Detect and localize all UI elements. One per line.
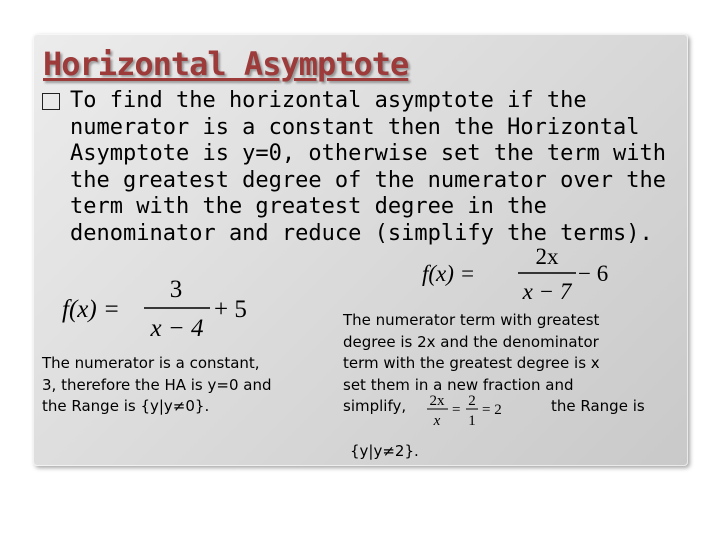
ex1-line-2: 3, therefore the HA is y=0 and (42, 375, 272, 394)
inline-simplified-fraction (424, 391, 524, 431)
inline-den-2: 1 (468, 413, 476, 429)
ex1-line-3: the Range is {y|y≠0}. (42, 397, 210, 415)
empty-box-bullet-icon (42, 93, 60, 110)
ex2-line-6: {y|y≠2}. (350, 442, 419, 460)
bullet-text: To find the horizontal asymptote if the numerator is a constant then the Horizontal Asymptote is y=0, otherwise set the term with the greatest degree of the numerator over the term with the greatest degree in the denominator and reduce (simplify the terms). (70, 88, 667, 246)
inline-num-1: 2x (429, 393, 445, 409)
eq2-denominator: x − 7 (522, 279, 572, 304)
ex2-line-1: The numerator term with greatest (343, 311, 600, 329)
eq1-rest: + 5 (214, 296, 247, 323)
inline-num-2: 2 (468, 393, 476, 409)
eq2-numerator: 2x (535, 244, 559, 269)
ex2-line-3: term with the greatest degree is x (343, 354, 600, 372)
ex2-line-4: set them in a new fraction and (343, 375, 574, 394)
inline-eq-2: = 2 (482, 402, 502, 418)
ex2-range-label: the Range is (551, 397, 645, 415)
ex2-simplify-label: simplify, (343, 397, 407, 415)
example-1-explanation (42, 353, 332, 418)
inline-den-1: x (433, 413, 441, 429)
inline-eq-1: = (452, 402, 461, 418)
slide-title: Horizontal Asymptote (43, 45, 409, 83)
equation-2 (420, 242, 610, 308)
eq1-lhs: f(x) = (62, 296, 120, 323)
bullet-paragraph (70, 88, 670, 247)
eq2-lhs: f(x) = (422, 261, 476, 286)
eq2-rest: − 6 (578, 261, 609, 286)
ex2-line-2: degree is 2x and the denominator (343, 332, 599, 351)
ex1-line-1: The numerator is a constant, (42, 354, 260, 372)
eq1-denominator: x − 4 (150, 315, 204, 342)
eq1-numerator: 3 (169, 276, 183, 303)
equation-1 (60, 274, 260, 346)
